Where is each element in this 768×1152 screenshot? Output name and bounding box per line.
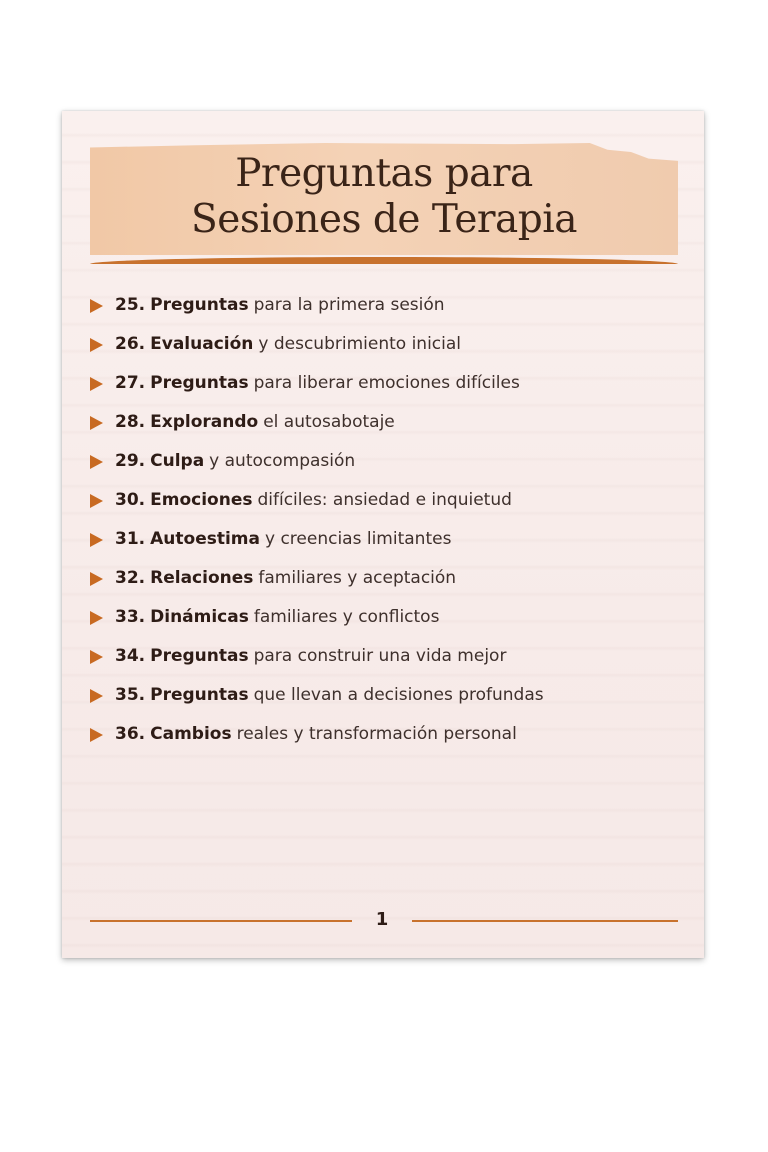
item-number: 30. bbox=[115, 490, 146, 510]
triangle-bullet-icon bbox=[90, 338, 103, 352]
item-text: que llevan a decisiones profundas bbox=[253, 685, 544, 705]
item-text: para construir una vida mejor bbox=[253, 646, 507, 666]
item-keyword: Evaluación bbox=[150, 334, 254, 354]
item-keyword: Preguntas bbox=[150, 295, 249, 315]
item-number: 35. bbox=[115, 685, 146, 705]
document-page bbox=[62, 111, 704, 958]
footer-divider-right bbox=[412, 920, 678, 922]
triangle-bullet-icon bbox=[90, 611, 103, 625]
item-number: 28. bbox=[115, 412, 146, 432]
list-item bbox=[90, 607, 680, 646]
title-line-1: Preguntas para bbox=[235, 151, 533, 196]
topic-list bbox=[90, 295, 680, 763]
list-item bbox=[90, 451, 680, 490]
list-item bbox=[90, 490, 680, 529]
item-text: el autosabotaje bbox=[263, 412, 395, 432]
item-text: familiares y aceptación bbox=[258, 568, 457, 588]
list-item bbox=[90, 334, 680, 373]
item-number: 33. bbox=[115, 607, 146, 627]
triangle-bullet-icon bbox=[90, 455, 103, 469]
triangle-bullet-icon bbox=[90, 689, 103, 703]
triangle-bullet-icon bbox=[90, 299, 103, 313]
item-text: familiares y conflictos bbox=[253, 607, 440, 627]
triangle-bullet-icon bbox=[90, 572, 103, 586]
item-keyword: Explorando bbox=[150, 412, 259, 432]
item-number: 26. bbox=[115, 334, 146, 354]
list-item bbox=[90, 568, 680, 607]
item-keyword: Cambios bbox=[150, 724, 232, 744]
list-item bbox=[90, 724, 680, 763]
page-number: 1 bbox=[375, 909, 389, 930]
item-text: para liberar emociones difíciles bbox=[253, 373, 520, 393]
footer-divider-left bbox=[90, 920, 352, 922]
page-title bbox=[90, 151, 678, 243]
item-number: 34. bbox=[115, 646, 146, 666]
triangle-bullet-icon bbox=[90, 494, 103, 508]
item-keyword: Autoestima bbox=[150, 529, 260, 549]
list-item bbox=[90, 529, 680, 568]
item-text: y autocompasión bbox=[209, 451, 356, 471]
title-line-2: Sesiones de Terapia bbox=[191, 197, 577, 242]
item-number: 32. bbox=[115, 568, 146, 588]
item-text: y creencias limitantes bbox=[264, 529, 452, 549]
item-keyword: Preguntas bbox=[150, 685, 249, 705]
triangle-bullet-icon bbox=[90, 416, 103, 430]
banner-underline bbox=[90, 257, 678, 264]
list-item bbox=[90, 685, 680, 724]
item-keyword: Relaciones bbox=[150, 568, 254, 588]
triangle-bullet-icon bbox=[90, 533, 103, 547]
triangle-bullet-icon bbox=[90, 650, 103, 664]
item-text: y descubrimiento inicial bbox=[258, 334, 462, 354]
item-number: 27. bbox=[115, 373, 146, 393]
item-keyword: Emociones bbox=[150, 490, 253, 510]
list-item bbox=[90, 646, 680, 685]
item-text: difíciles: ansiedad e inquietud bbox=[257, 490, 512, 510]
item-number: 31. bbox=[115, 529, 146, 549]
list-item bbox=[90, 412, 680, 451]
item-keyword: Dinámicas bbox=[150, 607, 249, 627]
item-keyword: Culpa bbox=[150, 451, 205, 471]
item-keyword: Preguntas bbox=[150, 373, 249, 393]
triangle-bullet-icon bbox=[90, 377, 103, 391]
item-text: para la primera sesión bbox=[253, 295, 445, 315]
item-number: 29. bbox=[115, 451, 146, 471]
list-item bbox=[90, 373, 680, 412]
item-number: 36. bbox=[115, 724, 146, 744]
item-number: 25. bbox=[115, 295, 146, 315]
item-keyword: Preguntas bbox=[150, 646, 249, 666]
triangle-bullet-icon bbox=[90, 728, 103, 742]
item-text: reales y transformación personal bbox=[236, 724, 517, 744]
list-item bbox=[90, 295, 680, 334]
